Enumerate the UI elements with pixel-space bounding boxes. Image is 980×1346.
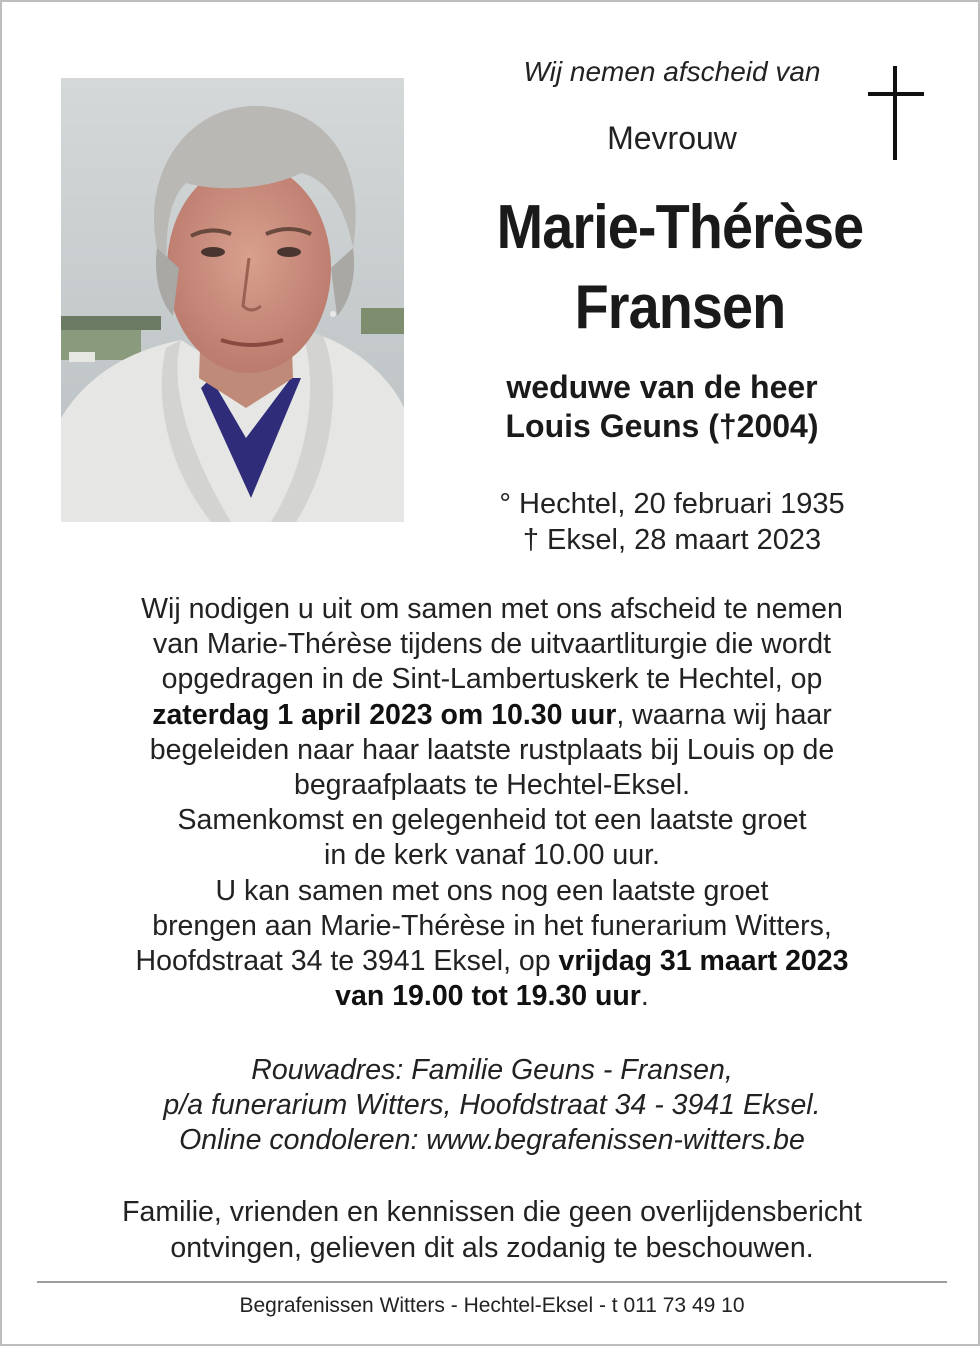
notice-text (42, 1194, 942, 1266)
honorific: Mevrouw (607, 120, 737, 156)
visitation-date: vrijdag 31 maart 2023 (558, 945, 849, 978)
intro-line: Wij nemen afscheid van (523, 56, 821, 87)
death-date: † Eksel, 28 maart 2023 (522, 524, 822, 556)
address-line: p/a funerarium Witters, Hoofdstraat 34 - 3941 Eksel. (163, 1089, 821, 1122)
deceased-name (466, 188, 894, 348)
body-line: Wij nodigen u uit om samen met ons afscheid te nemen (141, 593, 843, 625)
widow-line-1: weduwe van de heer (506, 369, 818, 405)
birth-date: ° Hechtel, 20 februari 1935 (499, 488, 845, 520)
funeral-datetime: zaterdag 1 april 2023 om 10.30 uur (152, 698, 617, 731)
body-line: brengen aan Marie-Thérèse in het funerarium Witters, (152, 909, 832, 942)
life-dates (452, 486, 892, 558)
body-line: zaterdag 1 april 2023 om 10.30 uur, waarna wij haar (152, 698, 832, 731)
notice-line: Familie, vrienden en kennissen die geen overlijdensbericht (122, 1196, 862, 1228)
body-line: opgedragen in de Sint-Lambertuskerk te Hechtel, op (161, 663, 823, 696)
widow-line-2: Louis Geuns (†2004) (505, 408, 819, 444)
body-line: van 19.00 tot 19.30 uur. (335, 980, 649, 1013)
cross-icon (868, 66, 924, 160)
portrait-photo (61, 78, 404, 522)
ceremony-text (42, 592, 942, 1014)
body-line: van Marie-Thérèse tijdens de uitvaartliturgie die wordt (153, 628, 831, 661)
footer-contact: Begrafenissen Witters - Hechtel-Eksel - t 011 73 49 10 (239, 1294, 745, 1317)
last-name: Fransen (574, 273, 786, 342)
widow-of (452, 368, 872, 446)
body-line: in de kerk vanaf 10.00 uur. (324, 839, 660, 872)
body-line: U kan samen met ons nog een laatste groet (215, 874, 769, 907)
body-line: Samenkomst en gelegenheid tot een laatste groet (177, 804, 807, 837)
notice-line: ontvingen, gelieven dit als zodanig te beschouwen. (170, 1232, 814, 1264)
body-line: begeleiden naar haar laatste rustplaats bij Louis op de (149, 733, 835, 766)
body-line: begraafplaats te Hechtel-Eksel. (293, 769, 691, 802)
address-line: Rouwadres: Familie Geuns - Fransen, (251, 1054, 733, 1086)
first-name: Marie-Thérèse (496, 193, 864, 262)
condolence-link[interactable]: Online condoleren: www.begrafenissen-witters.be (179, 1124, 805, 1157)
footer-divider (37, 1281, 947, 1283)
body-line: Hoofdstraat 34 te 3941 Eksel, op vrijdag 31 maart 2023 (135, 945, 849, 978)
visitation-time: van 19.00 tot 19.30 uur (335, 980, 641, 1013)
mourning-address (42, 1053, 942, 1159)
